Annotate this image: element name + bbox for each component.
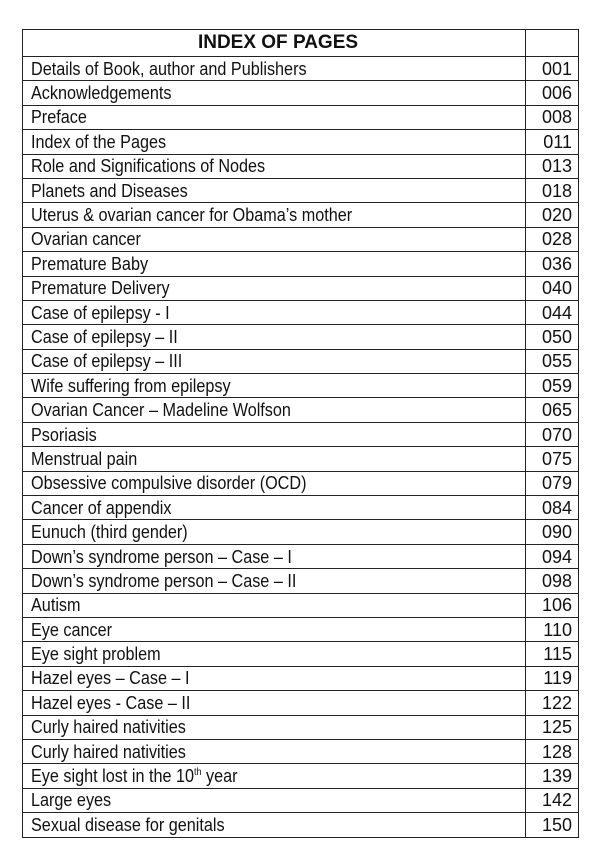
topic-text <box>31 594 81 616</box>
topic-label: Role and Significations of Nodes <box>31 156 266 177</box>
topic-cell <box>23 398 526 422</box>
topic-text <box>31 155 265 177</box>
page-number: 070 <box>526 422 579 446</box>
topic-label: Hazel eyes - Case – II <box>31 692 191 713</box>
table-row <box>23 764 579 788</box>
topic-label: Sexual disease for genitals <box>31 814 225 835</box>
topic-text <box>31 253 148 275</box>
table-row <box>23 105 579 129</box>
topic-text <box>31 106 87 128</box>
page-number: 142 <box>526 788 579 812</box>
topic-cell <box>23 569 526 593</box>
topic-label: Index of the Pages <box>31 131 167 152</box>
page-number: 044 <box>526 300 579 324</box>
page-number: 036 <box>526 252 579 276</box>
page-number: 139 <box>526 764 579 788</box>
table-row <box>23 496 579 520</box>
topic-label: Premature Delivery <box>31 278 170 299</box>
table-row <box>23 422 579 446</box>
index-table <box>22 29 579 838</box>
topic-text <box>31 326 178 348</box>
topic-label: Eye sight lost in the 10 <box>31 766 194 787</box>
page-number: 115 <box>526 642 579 666</box>
topic-text <box>31 277 170 299</box>
page-number: 119 <box>526 666 579 690</box>
table-row <box>23 203 579 227</box>
topic-cell <box>23 617 526 641</box>
table-row <box>23 666 579 690</box>
topic-label: Ovarian cancer <box>31 229 141 250</box>
table-row <box>23 325 579 349</box>
page-number: 084 <box>526 496 579 520</box>
table-row <box>23 57 579 81</box>
topic-cell <box>23 325 526 349</box>
page-number: 065 <box>526 398 579 422</box>
topic-cell <box>23 447 526 471</box>
topic-label: Wife suffering from epilepsy <box>31 375 231 396</box>
table-row <box>23 715 579 739</box>
topic-text <box>31 667 189 689</box>
topic-label: Case of epilepsy - I <box>31 302 170 323</box>
page-number: 055 <box>526 349 579 373</box>
topic-label: Psoriasis <box>31 424 97 445</box>
topic-text <box>31 472 306 494</box>
topic-cell <box>23 666 526 690</box>
topic-label: Cancer of appendix <box>31 497 172 518</box>
topic-text <box>31 497 171 519</box>
table-row <box>23 617 579 641</box>
topic-text <box>31 789 111 811</box>
topic-label: Case of epilepsy – II <box>31 326 178 347</box>
table-row <box>23 813 579 837</box>
topic-text <box>31 350 182 372</box>
topic-text <box>31 765 238 787</box>
topic-label: Hazel eyes – Case – I <box>31 668 190 689</box>
topic-cell <box>23 764 526 788</box>
table-row <box>23 471 579 495</box>
topic-cell <box>23 642 526 666</box>
page-number: 128 <box>526 739 579 763</box>
topic-text <box>31 814 225 836</box>
topic-text <box>31 399 291 421</box>
table-row <box>23 178 579 202</box>
page-number: 040 <box>526 276 579 300</box>
topic-cell <box>23 788 526 812</box>
topic-text <box>31 180 188 202</box>
page-number: 001 <box>526 57 579 81</box>
page-number: 018 <box>526 178 579 202</box>
topic-cell <box>23 544 526 568</box>
topic-label: Menstrual pain <box>31 448 138 469</box>
topic-cell <box>23 520 526 544</box>
topic-cell <box>23 813 526 837</box>
topic-cell <box>23 715 526 739</box>
topic-text <box>31 204 352 226</box>
topic-text <box>31 570 296 592</box>
table-row <box>23 276 579 300</box>
topic-cell <box>23 276 526 300</box>
table-row <box>23 227 579 251</box>
topic-cell <box>23 57 526 81</box>
topic-cell <box>23 374 526 398</box>
topic-cell <box>23 252 526 276</box>
topic-text <box>31 375 231 397</box>
page-number: 008 <box>526 105 579 129</box>
topic-text <box>31 131 166 153</box>
page-number: 013 <box>526 154 579 178</box>
page-number: 110 <box>526 617 579 641</box>
topic-label: Uterus & ovarian cancer for Obama’s mother <box>31 205 353 226</box>
topic-label: Acknowledgements <box>31 83 172 104</box>
topic-label: Eye cancer <box>31 619 113 640</box>
topic-text <box>31 546 292 568</box>
topic-label: Obsessive compulsive disorder (OCD) <box>31 473 307 494</box>
table-row <box>23 544 579 568</box>
topic-cell <box>23 691 526 715</box>
topic-text <box>31 643 161 665</box>
table-row <box>23 81 579 105</box>
topic-cell <box>23 471 526 495</box>
topic-label: Planets and Diseases <box>31 180 188 201</box>
topic-cell <box>23 739 526 763</box>
page-number: 020 <box>526 203 579 227</box>
topic-label: Premature Baby <box>31 253 149 274</box>
table-row <box>23 569 579 593</box>
table-row <box>23 349 579 373</box>
topic-cell <box>23 203 526 227</box>
topic-cell <box>23 130 526 154</box>
topic-text <box>31 448 137 470</box>
topic-label: Eye sight problem <box>31 644 161 665</box>
topic-label: Case of epilepsy – III <box>31 351 183 372</box>
table-row <box>23 520 579 544</box>
page-number: 098 <box>526 569 579 593</box>
table-row <box>23 130 579 154</box>
page-number: 125 <box>526 715 579 739</box>
table-row <box>23 300 579 324</box>
page-number: 050 <box>526 325 579 349</box>
topic-label-rest: year <box>201 766 238 787</box>
index-title: INDEX OF PAGES <box>23 30 526 57</box>
topic-cell <box>23 154 526 178</box>
topic-label: Curly haired nativities <box>31 717 186 738</box>
table-row <box>23 398 579 422</box>
topic-cell <box>23 105 526 129</box>
topic-cell <box>23 178 526 202</box>
topic-text <box>31 741 186 763</box>
page-header-cell <box>526 30 579 57</box>
topic-label: Details of Book, author and Publishers <box>31 58 307 79</box>
topic-superscript: th <box>193 767 202 779</box>
topic-label: Autism <box>31 595 81 616</box>
topic-text <box>31 692 190 714</box>
header-row <box>23 30 579 57</box>
page-number: 079 <box>526 471 579 495</box>
page-number: 122 <box>526 691 579 715</box>
table-row <box>23 252 579 276</box>
topic-text <box>31 228 141 250</box>
topic-label: Eunuch (third gender) <box>31 522 188 543</box>
page-number: 106 <box>526 593 579 617</box>
topic-label: Down’s syndrome person – Case – I <box>31 546 292 567</box>
page-number: 028 <box>526 227 579 251</box>
topic-text <box>31 302 170 324</box>
topic-cell <box>23 422 526 446</box>
topic-label: Preface <box>31 107 87 128</box>
topic-text <box>31 424 97 446</box>
topic-cell <box>23 496 526 520</box>
page-number: 090 <box>526 520 579 544</box>
table-row <box>23 374 579 398</box>
topic-cell <box>23 349 526 373</box>
table-row <box>23 642 579 666</box>
topic-label: Curly haired nativities <box>31 741 186 762</box>
table-row <box>23 154 579 178</box>
topic-text <box>31 521 188 543</box>
topic-cell <box>23 227 526 251</box>
table-row <box>23 739 579 763</box>
table-row <box>23 447 579 471</box>
topic-text <box>31 619 112 641</box>
page-number: 075 <box>526 447 579 471</box>
topic-text <box>31 82 171 104</box>
page-number: 150 <box>526 813 579 837</box>
topic-cell <box>23 593 526 617</box>
topic-cell <box>23 81 526 105</box>
table-row <box>23 593 579 617</box>
topic-text <box>31 716 186 738</box>
topic-text <box>31 58 307 80</box>
page-number: 059 <box>526 374 579 398</box>
topic-label: Large eyes <box>31 790 112 811</box>
table-row <box>23 788 579 812</box>
table-row <box>23 691 579 715</box>
topic-cell <box>23 300 526 324</box>
page-number: 011 <box>526 130 579 154</box>
page-number: 094 <box>526 544 579 568</box>
topic-label: Down’s syndrome person – Case – II <box>31 570 297 591</box>
page-number: 006 <box>526 81 579 105</box>
topic-label: Ovarian Cancer – Madeline Wolfson <box>31 400 291 421</box>
